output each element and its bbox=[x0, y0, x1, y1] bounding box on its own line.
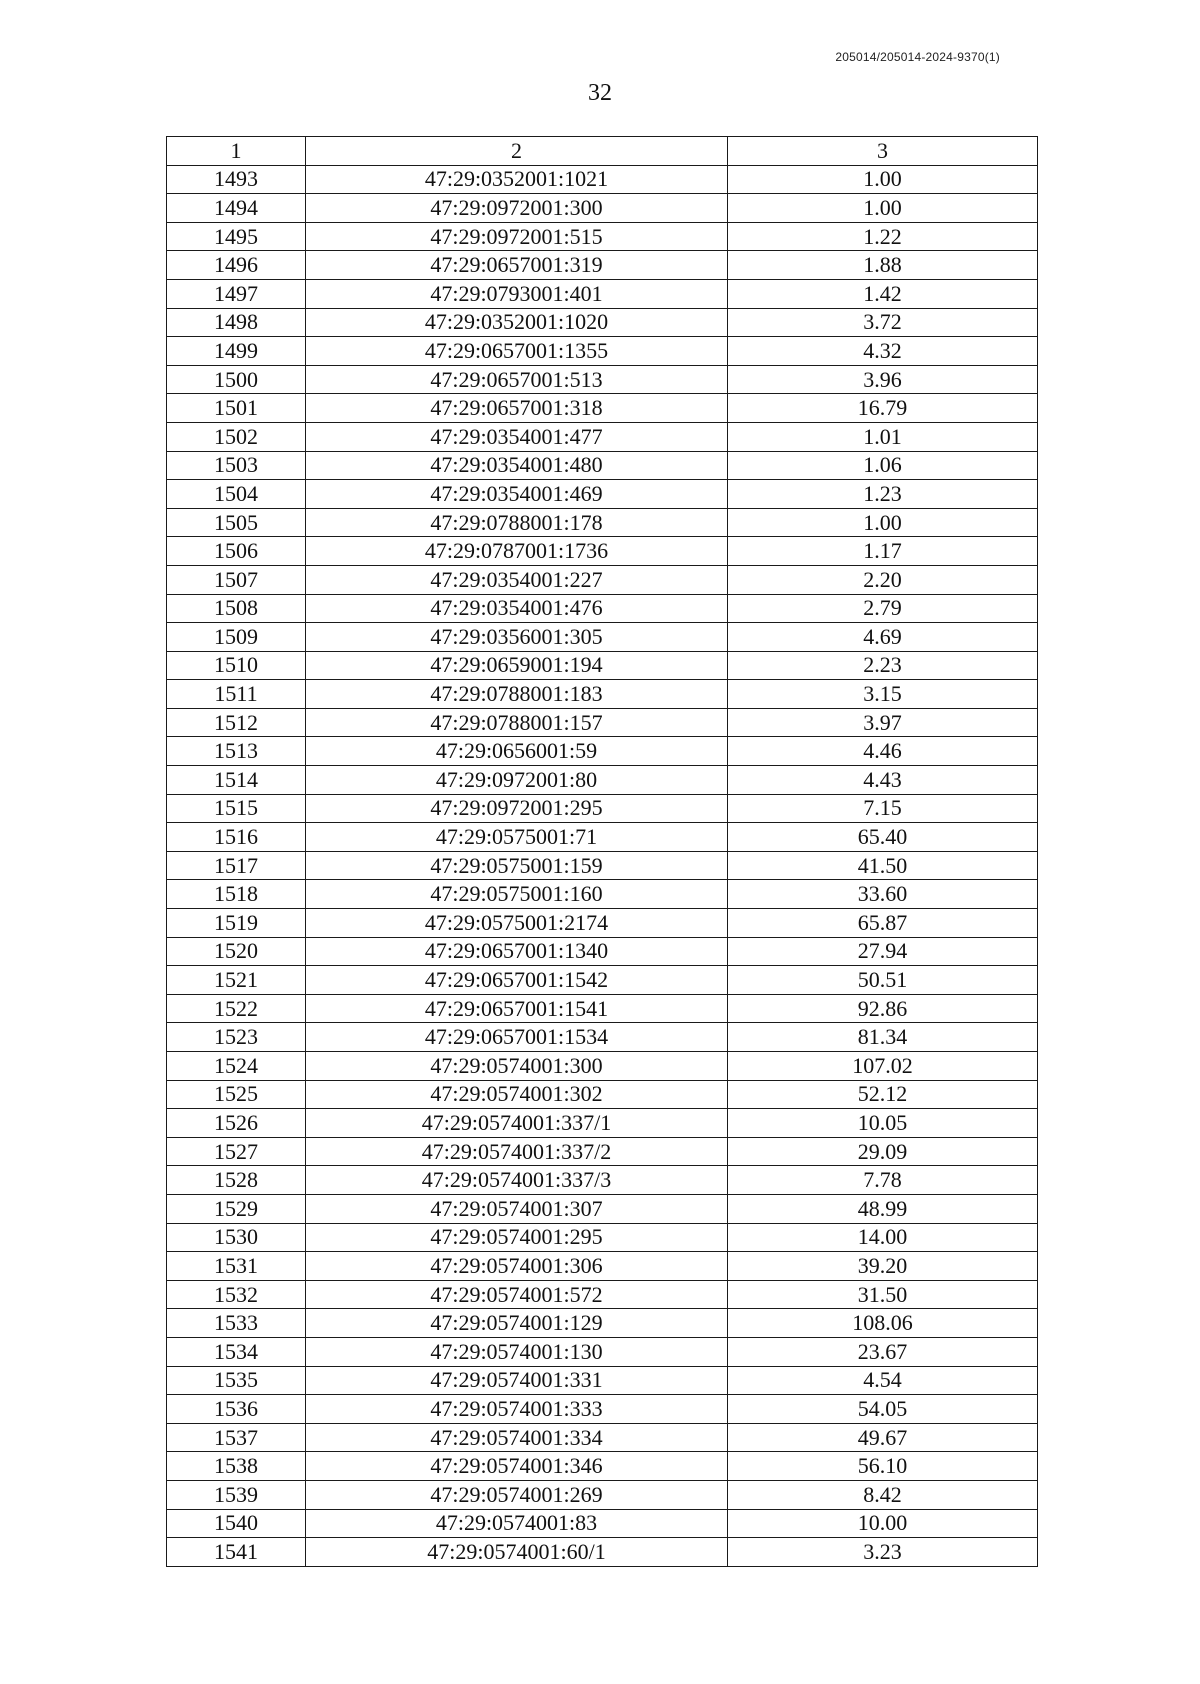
cadastral-number-cell: 47:29:0788001:157 bbox=[306, 708, 728, 737]
value-cell: 31.50 bbox=[728, 1280, 1038, 1309]
row-number-cell: 1502 bbox=[167, 422, 306, 451]
row-number-cell: 1500 bbox=[167, 365, 306, 394]
data-table-container bbox=[166, 136, 1037, 1567]
cadastral-number-cell: 47:29:0972001:300 bbox=[306, 194, 728, 223]
table-row bbox=[167, 1480, 1038, 1509]
value-cell: 48.99 bbox=[728, 1194, 1038, 1223]
value-cell: 4.43 bbox=[728, 766, 1038, 795]
value-cell: 1.22 bbox=[728, 222, 1038, 251]
value-cell: 3.97 bbox=[728, 708, 1038, 737]
row-number-cell: 1509 bbox=[167, 623, 306, 652]
row-number-cell: 1539 bbox=[167, 1480, 306, 1509]
page-number: 32 bbox=[588, 80, 612, 106]
cadastral-number-cell: 47:29:0574001:333 bbox=[306, 1395, 728, 1424]
value-cell: 81.34 bbox=[728, 1023, 1038, 1052]
table-row bbox=[167, 279, 1038, 308]
cadastral-number-cell: 47:29:0657001:1534 bbox=[306, 1023, 728, 1052]
cadastral-number-cell: 47:29:0656001:59 bbox=[306, 737, 728, 766]
table-row bbox=[167, 794, 1038, 823]
row-number-cell: 1508 bbox=[167, 594, 306, 623]
row-number-cell: 1499 bbox=[167, 337, 306, 366]
row-number-cell: 1513 bbox=[167, 737, 306, 766]
table-row bbox=[167, 1223, 1038, 1252]
table-row bbox=[167, 651, 1038, 680]
table-row bbox=[167, 308, 1038, 337]
table-row bbox=[167, 994, 1038, 1023]
cadastral-number-cell: 47:29:0575001:2174 bbox=[306, 909, 728, 938]
table-row bbox=[167, 365, 1038, 394]
row-number-cell: 1512 bbox=[167, 708, 306, 737]
cadastral-number-cell: 47:29:0575001:160 bbox=[306, 880, 728, 909]
value-cell: 4.69 bbox=[728, 623, 1038, 652]
cadastral-number-cell: 47:29:0657001:1541 bbox=[306, 994, 728, 1023]
cadastral-number-cell: 47:29:0574001:346 bbox=[306, 1452, 728, 1481]
value-cell: 107.02 bbox=[728, 1052, 1038, 1081]
row-number-cell: 1517 bbox=[167, 851, 306, 880]
cadastral-number-cell: 47:29:0574001:334 bbox=[306, 1423, 728, 1452]
value-cell: 8.42 bbox=[728, 1480, 1038, 1509]
cadastral-number-cell: 47:29:0574001:337/3 bbox=[306, 1166, 728, 1195]
value-cell: 3.15 bbox=[728, 680, 1038, 709]
value-cell: 10.00 bbox=[728, 1509, 1038, 1538]
row-number-cell: 1530 bbox=[167, 1223, 306, 1252]
row-number-cell: 1505 bbox=[167, 508, 306, 537]
table-row bbox=[167, 508, 1038, 537]
table-row bbox=[167, 1309, 1038, 1338]
cadastral-number-cell: 47:29:0574001:572 bbox=[306, 1280, 728, 1309]
row-number-cell: 1536 bbox=[167, 1395, 306, 1424]
value-cell: 29.09 bbox=[728, 1137, 1038, 1166]
table-row bbox=[167, 1337, 1038, 1366]
cadastral-number-cell: 47:29:0788001:178 bbox=[306, 508, 728, 537]
cadastral-number-cell: 47:29:0657001:1355 bbox=[306, 337, 728, 366]
row-number-cell: 1522 bbox=[167, 994, 306, 1023]
row-number-cell: 1527 bbox=[167, 1137, 306, 1166]
row-number-cell: 1541 bbox=[167, 1538, 306, 1567]
value-cell: 1.00 bbox=[728, 165, 1038, 194]
cadastral-number-cell: 47:29:0574001:83 bbox=[306, 1509, 728, 1538]
row-number-cell: 1520 bbox=[167, 937, 306, 966]
cadastral-number-cell: 47:29:0574001:130 bbox=[306, 1337, 728, 1366]
cadastral-number-cell: 47:29:0972001:295 bbox=[306, 794, 728, 823]
row-number-cell: 1506 bbox=[167, 537, 306, 566]
value-cell: 3.23 bbox=[728, 1538, 1038, 1567]
cadastral-number-cell: 47:29:0575001:71 bbox=[306, 823, 728, 852]
cadastral-number-cell: 47:29:0657001:318 bbox=[306, 394, 728, 423]
value-cell: 7.78 bbox=[728, 1166, 1038, 1195]
row-number-cell: 1526 bbox=[167, 1109, 306, 1138]
cadastral-number-cell: 47:29:0574001:337/2 bbox=[306, 1137, 728, 1166]
cadastral-number-cell: 47:29:0657001:1542 bbox=[306, 966, 728, 995]
cadastral-number-cell: 47:29:0354001:227 bbox=[306, 565, 728, 594]
table-row bbox=[167, 1280, 1038, 1309]
table-row bbox=[167, 251, 1038, 280]
table-row bbox=[167, 1509, 1038, 1538]
table-row bbox=[167, 1538, 1038, 1567]
table-row bbox=[167, 451, 1038, 480]
column-header: 2 bbox=[306, 137, 728, 166]
value-cell: 52.12 bbox=[728, 1080, 1038, 1109]
cadastral-number-cell: 47:29:0574001:129 bbox=[306, 1309, 728, 1338]
row-number-cell: 1504 bbox=[167, 480, 306, 509]
table-row bbox=[167, 1052, 1038, 1081]
cadastral-number-cell: 47:29:0574001:337/1 bbox=[306, 1109, 728, 1138]
value-cell: 65.40 bbox=[728, 823, 1038, 852]
value-cell: 4.46 bbox=[728, 737, 1038, 766]
table-row bbox=[167, 1366, 1038, 1395]
row-number-cell: 1533 bbox=[167, 1309, 306, 1338]
value-cell: 2.79 bbox=[728, 594, 1038, 623]
value-cell: 33.60 bbox=[728, 880, 1038, 909]
row-number-cell: 1531 bbox=[167, 1252, 306, 1281]
row-number-cell: 1507 bbox=[167, 565, 306, 594]
cadastral-number-cell: 47:29:0972001:80 bbox=[306, 766, 728, 795]
cadastral-number-cell: 47:29:0574001:295 bbox=[306, 1223, 728, 1252]
table-row bbox=[167, 480, 1038, 509]
row-number-cell: 1528 bbox=[167, 1166, 306, 1195]
table-row bbox=[167, 1080, 1038, 1109]
value-cell: 3.96 bbox=[728, 365, 1038, 394]
cadastral-number-cell: 47:29:0574001:331 bbox=[306, 1366, 728, 1395]
row-number-cell: 1519 bbox=[167, 909, 306, 938]
value-cell: 16.79 bbox=[728, 394, 1038, 423]
cadastral-number-cell: 47:29:0657001:513 bbox=[306, 365, 728, 394]
cadastral-number-cell: 47:29:0356001:305 bbox=[306, 623, 728, 652]
table-row bbox=[167, 737, 1038, 766]
value-cell: 108.06 bbox=[728, 1309, 1038, 1338]
table-row bbox=[167, 823, 1038, 852]
table-row bbox=[167, 708, 1038, 737]
column-header: 3 bbox=[728, 137, 1038, 166]
document-id: 205014/205014-2024-9370(1) bbox=[835, 50, 1000, 64]
value-cell: 3.72 bbox=[728, 308, 1038, 337]
value-cell: 1.88 bbox=[728, 251, 1038, 280]
row-number-cell: 1503 bbox=[167, 451, 306, 480]
table-row bbox=[167, 766, 1038, 795]
cadastral-number-cell: 47:29:0657001:1340 bbox=[306, 937, 728, 966]
value-cell: 14.00 bbox=[728, 1223, 1038, 1252]
row-number-cell: 1496 bbox=[167, 251, 306, 280]
table-row bbox=[167, 1109, 1038, 1138]
cadastral-number-cell: 47:29:0354001:480 bbox=[306, 451, 728, 480]
cadastral-number-cell: 47:29:0574001:302 bbox=[306, 1080, 728, 1109]
row-number-cell: 1515 bbox=[167, 794, 306, 823]
value-cell: 65.87 bbox=[728, 909, 1038, 938]
table-row bbox=[167, 623, 1038, 652]
value-cell: 1.06 bbox=[728, 451, 1038, 480]
value-cell: 92.86 bbox=[728, 994, 1038, 1023]
row-number-cell: 1537 bbox=[167, 1423, 306, 1452]
cadastral-number-cell: 47:29:0574001:306 bbox=[306, 1252, 728, 1281]
row-number-cell: 1511 bbox=[167, 680, 306, 709]
cadastral-number-cell: 47:29:0574001:307 bbox=[306, 1194, 728, 1223]
row-number-cell: 1529 bbox=[167, 1194, 306, 1223]
table-row bbox=[167, 880, 1038, 909]
row-number-cell: 1535 bbox=[167, 1366, 306, 1395]
cadastral-number-cell: 47:29:0354001:469 bbox=[306, 480, 728, 509]
cadastral-number-cell: 47:29:0574001:60/1 bbox=[306, 1538, 728, 1567]
table-row bbox=[167, 537, 1038, 566]
row-number-cell: 1497 bbox=[167, 279, 306, 308]
row-number-cell: 1498 bbox=[167, 308, 306, 337]
value-cell: 1.23 bbox=[728, 480, 1038, 509]
cadastral-number-cell: 47:29:0657001:319 bbox=[306, 251, 728, 280]
table-row bbox=[167, 966, 1038, 995]
table-row bbox=[167, 1252, 1038, 1281]
row-number-cell: 1521 bbox=[167, 966, 306, 995]
table-row bbox=[167, 394, 1038, 423]
value-cell: 41.50 bbox=[728, 851, 1038, 880]
value-cell: 54.05 bbox=[728, 1395, 1038, 1424]
cadastral-number-cell: 47:29:0574001:300 bbox=[306, 1052, 728, 1081]
cadastral-number-cell: 47:29:0787001:1736 bbox=[306, 537, 728, 566]
table-row bbox=[167, 851, 1038, 880]
row-number-cell: 1494 bbox=[167, 194, 306, 223]
table-row bbox=[167, 1395, 1038, 1424]
row-number-cell: 1525 bbox=[167, 1080, 306, 1109]
table-row bbox=[167, 222, 1038, 251]
value-cell: 2.20 bbox=[728, 565, 1038, 594]
value-cell: 56.10 bbox=[728, 1452, 1038, 1481]
table-row bbox=[167, 680, 1038, 709]
table-row bbox=[167, 1194, 1038, 1223]
row-number-cell: 1538 bbox=[167, 1452, 306, 1481]
data-table bbox=[166, 136, 1038, 1567]
value-cell: 1.42 bbox=[728, 279, 1038, 308]
table-row bbox=[167, 565, 1038, 594]
value-cell: 4.32 bbox=[728, 337, 1038, 366]
row-number-cell: 1518 bbox=[167, 880, 306, 909]
table-row bbox=[167, 165, 1038, 194]
cadastral-number-cell: 47:29:0659001:194 bbox=[306, 651, 728, 680]
cadastral-number-cell: 47:29:0575001:159 bbox=[306, 851, 728, 880]
value-cell: 1.01 bbox=[728, 422, 1038, 451]
table-row bbox=[167, 1137, 1038, 1166]
cadastral-number-cell: 47:29:0352001:1021 bbox=[306, 165, 728, 194]
value-cell: 7.15 bbox=[728, 794, 1038, 823]
row-number-cell: 1540 bbox=[167, 1509, 306, 1538]
value-cell: 4.54 bbox=[728, 1366, 1038, 1395]
table-row bbox=[167, 337, 1038, 366]
cadastral-number-cell: 47:29:0354001:476 bbox=[306, 594, 728, 623]
row-number-cell: 1495 bbox=[167, 222, 306, 251]
row-number-cell: 1534 bbox=[167, 1337, 306, 1366]
table-row bbox=[167, 909, 1038, 938]
value-cell: 10.05 bbox=[728, 1109, 1038, 1138]
row-number-cell: 1510 bbox=[167, 651, 306, 680]
row-number-cell: 1501 bbox=[167, 394, 306, 423]
table-row bbox=[167, 1423, 1038, 1452]
row-number-cell: 1523 bbox=[167, 1023, 306, 1052]
table-row bbox=[167, 937, 1038, 966]
cadastral-number-cell: 47:29:0972001:515 bbox=[306, 222, 728, 251]
value-cell: 49.67 bbox=[728, 1423, 1038, 1452]
table-header-row bbox=[167, 137, 1038, 166]
table-row bbox=[167, 1023, 1038, 1052]
cadastral-number-cell: 47:29:0354001:477 bbox=[306, 422, 728, 451]
value-cell: 2.23 bbox=[728, 651, 1038, 680]
table-row bbox=[167, 194, 1038, 223]
table-row bbox=[167, 422, 1038, 451]
value-cell: 23.67 bbox=[728, 1337, 1038, 1366]
table-row bbox=[167, 1452, 1038, 1481]
cadastral-number-cell: 47:29:0788001:183 bbox=[306, 680, 728, 709]
cadastral-number-cell: 47:29:0352001:1020 bbox=[306, 308, 728, 337]
cadastral-number-cell: 47:29:0574001:269 bbox=[306, 1480, 728, 1509]
value-cell: 50.51 bbox=[728, 966, 1038, 995]
value-cell: 1.00 bbox=[728, 508, 1038, 537]
value-cell: 39.20 bbox=[728, 1252, 1038, 1281]
value-cell: 27.94 bbox=[728, 937, 1038, 966]
value-cell: 1.00 bbox=[728, 194, 1038, 223]
value-cell: 1.17 bbox=[728, 537, 1038, 566]
table-body bbox=[167, 165, 1038, 1566]
row-number-cell: 1514 bbox=[167, 766, 306, 795]
row-number-cell: 1532 bbox=[167, 1280, 306, 1309]
row-number-cell: 1516 bbox=[167, 823, 306, 852]
table-row bbox=[167, 1166, 1038, 1195]
row-number-cell: 1493 bbox=[167, 165, 306, 194]
table-row bbox=[167, 594, 1038, 623]
row-number-cell: 1524 bbox=[167, 1052, 306, 1081]
column-header: 1 bbox=[167, 137, 306, 166]
cadastral-number-cell: 47:29:0793001:401 bbox=[306, 279, 728, 308]
